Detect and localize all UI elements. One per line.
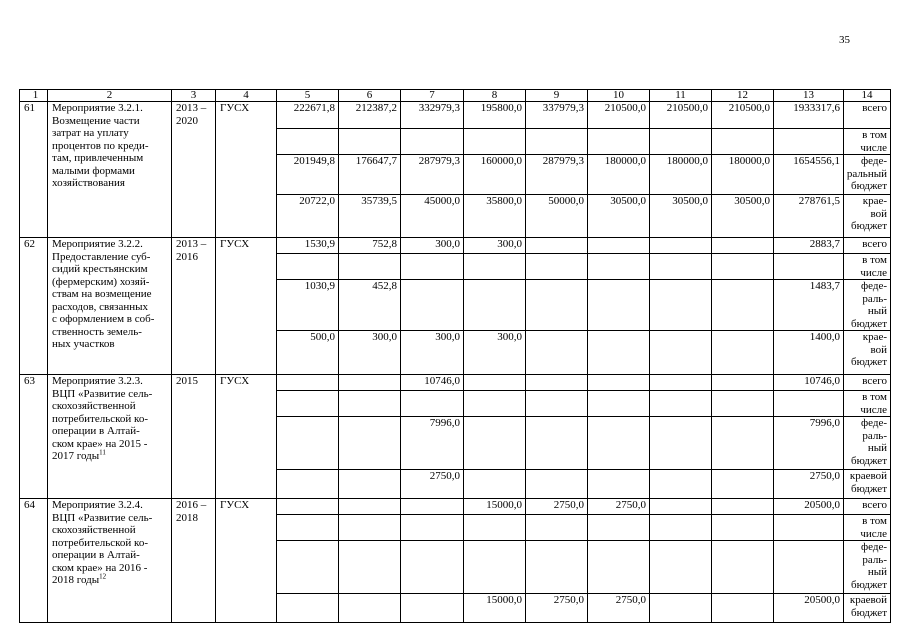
period-line: 2015 bbox=[176, 375, 198, 387]
funding-source-line: феде- bbox=[860, 155, 887, 167]
description-line: Предоставление суб- bbox=[52, 250, 151, 263]
amount-cell: 201949,8 bbox=[277, 155, 339, 195]
executor-cell: ГУСХ bbox=[216, 102, 277, 238]
row-number-cell: 63 bbox=[20, 375, 48, 499]
column-number-header: 14 bbox=[844, 90, 891, 102]
funding-source-line: крае- bbox=[862, 331, 887, 343]
amount-cell bbox=[526, 331, 588, 375]
amount-cell bbox=[464, 417, 526, 470]
amount-cell bbox=[526, 515, 588, 541]
activity-description-cell bbox=[48, 102, 172, 238]
description-line: операции в Алтай- bbox=[52, 425, 140, 437]
amount-cell: 752,8 bbox=[339, 238, 401, 254]
amount-cell: 1030,9 bbox=[277, 280, 339, 331]
description-line: 2017 годы bbox=[52, 450, 100, 462]
amount-cell: 180000,0 bbox=[588, 155, 650, 195]
period-cell bbox=[172, 375, 216, 499]
funding-source-line: раль- bbox=[862, 429, 887, 442]
description-line: затрат на уплату bbox=[52, 127, 129, 139]
description-line: Мероприятие 3.2.4. bbox=[52, 499, 143, 511]
amount-cell: 7996,0 bbox=[774, 417, 844, 470]
amount-cell: 10746,0 bbox=[774, 375, 844, 391]
page-number: 35 bbox=[839, 34, 850, 46]
funding-source-line: краевой bbox=[849, 470, 887, 482]
description-line: Мероприятие 3.2.2. bbox=[52, 238, 143, 250]
amount-cell bbox=[526, 470, 588, 499]
amount-cell bbox=[401, 541, 464, 594]
amount-cell: 15000,0 bbox=[464, 594, 526, 623]
amount-cell bbox=[650, 417, 712, 470]
funding-source-cell bbox=[844, 195, 891, 238]
funding-source-line: вой bbox=[870, 207, 887, 220]
amount-cell bbox=[464, 541, 526, 594]
description-line: Мероприятие 3.2.1. bbox=[52, 102, 143, 114]
funding-source-line: раль- bbox=[862, 553, 887, 566]
amount-cell: 2750,0 bbox=[526, 594, 588, 623]
amount-cell: 1530,9 bbox=[277, 238, 339, 254]
description-line: Возмещение части bbox=[52, 114, 140, 127]
amount-cell bbox=[526, 391, 588, 417]
executor-cell: ГУСХ bbox=[216, 375, 277, 499]
amount-cell bbox=[712, 541, 774, 594]
description-line: малыми формами bbox=[52, 164, 135, 177]
description-line: ском крае» на 2016 - bbox=[52, 561, 148, 574]
funding-source-line: бюджет bbox=[851, 317, 887, 330]
amount-cell bbox=[401, 129, 464, 155]
funding-source-line: всего bbox=[862, 102, 887, 114]
funding-source-cell bbox=[844, 129, 891, 155]
amount-cell: 180000,0 bbox=[650, 155, 712, 195]
funding-source-line: бюджет bbox=[851, 180, 887, 192]
activity-description-cell bbox=[48, 499, 172, 623]
column-number-header: 9 bbox=[526, 90, 588, 102]
amount-cell bbox=[277, 499, 339, 515]
amount-cell bbox=[526, 129, 588, 155]
column-number-header: 8 bbox=[464, 90, 526, 102]
amount-cell: 210500,0 bbox=[588, 102, 650, 129]
amount-cell bbox=[774, 129, 844, 155]
amount-cell: 10746,0 bbox=[401, 375, 464, 391]
amount-cell bbox=[277, 594, 339, 623]
amount-cell bbox=[339, 417, 401, 470]
row-number-cell: 62 bbox=[20, 238, 48, 375]
amount-cell bbox=[588, 417, 650, 470]
column-number-header: 2 bbox=[48, 90, 172, 102]
amount-cell: 15000,0 bbox=[464, 499, 526, 515]
funding-source-line: числе bbox=[860, 403, 887, 416]
amount-cell: 1400,0 bbox=[774, 331, 844, 375]
description-line: ствам на возмещение bbox=[52, 288, 152, 300]
period-line: 2013 – bbox=[176, 238, 207, 250]
amount-cell bbox=[650, 254, 712, 280]
description-line: скохозяйственной bbox=[52, 400, 136, 412]
amount-cell bbox=[526, 417, 588, 470]
amount-cell bbox=[526, 280, 588, 331]
amount-cell bbox=[650, 375, 712, 391]
table-row bbox=[20, 102, 891, 129]
amount-cell bbox=[464, 375, 526, 391]
description-line: процентов по креди- bbox=[52, 139, 149, 152]
amount-cell bbox=[401, 515, 464, 541]
budget-table bbox=[19, 89, 891, 623]
amount-cell bbox=[339, 129, 401, 155]
funding-source-line: краевой bbox=[849, 594, 887, 606]
amount-cell bbox=[277, 470, 339, 499]
funding-source-line: феде- bbox=[860, 417, 887, 429]
row-number-cell: 61 bbox=[20, 102, 48, 238]
period-line: 2020 bbox=[176, 114, 198, 127]
amount-cell bbox=[650, 129, 712, 155]
amount-cell: 212387,2 bbox=[339, 102, 401, 129]
amount-cell bbox=[526, 238, 588, 254]
period-line: 2018 bbox=[176, 511, 198, 524]
amount-cell bbox=[712, 238, 774, 254]
amount-cell: 300,0 bbox=[339, 331, 401, 375]
description-line: 2018 годы bbox=[52, 574, 100, 586]
description-line: ВЦП «Развитие сель- bbox=[52, 387, 153, 400]
amount-cell bbox=[650, 391, 712, 417]
funding-source-line: в том bbox=[862, 129, 887, 141]
amount-cell bbox=[464, 254, 526, 280]
funding-source-line: числе bbox=[860, 141, 887, 154]
amount-cell: 180000,0 bbox=[712, 155, 774, 195]
amount-cell bbox=[277, 129, 339, 155]
amount-cell bbox=[277, 391, 339, 417]
amount-cell: 500,0 bbox=[277, 331, 339, 375]
description-line: ных участков bbox=[52, 338, 115, 350]
amount-cell: 20500,0 bbox=[774, 594, 844, 623]
column-number-header: 11 bbox=[650, 90, 712, 102]
description-line: хозяйствования bbox=[52, 177, 125, 189]
amount-cell bbox=[712, 280, 774, 331]
column-number-header: 7 bbox=[401, 90, 464, 102]
amount-cell bbox=[774, 391, 844, 417]
description-line: скохозяйственной bbox=[52, 524, 136, 536]
amount-cell bbox=[588, 331, 650, 375]
amount-cell bbox=[401, 499, 464, 515]
amount-cell: 332979,3 bbox=[401, 102, 464, 129]
amount-cell bbox=[277, 515, 339, 541]
amount-cell: 210500,0 bbox=[712, 102, 774, 129]
amount-cell: 222671,8 bbox=[277, 102, 339, 129]
amount-cell bbox=[526, 541, 588, 594]
footnote-marker: 11 bbox=[99, 448, 106, 457]
funding-source-cell bbox=[844, 331, 891, 375]
amount-cell bbox=[277, 375, 339, 391]
description-line: расходов, связанных bbox=[52, 300, 149, 313]
amount-cell bbox=[526, 375, 588, 391]
amount-cell: 2750,0 bbox=[774, 470, 844, 499]
row-number-cell: 64 bbox=[20, 499, 48, 623]
funding-source-line: крае- bbox=[862, 195, 887, 207]
funding-source-line: бюджет bbox=[851, 220, 887, 232]
description-line: там, привлеченным bbox=[52, 152, 144, 164]
amount-cell: 337979,3 bbox=[526, 102, 588, 129]
amount-cell bbox=[401, 391, 464, 417]
period-cell bbox=[172, 238, 216, 375]
amount-cell: 300,0 bbox=[401, 238, 464, 254]
amount-cell: 35739,5 bbox=[339, 195, 401, 238]
funding-source-line: в том bbox=[862, 254, 887, 266]
amount-cell bbox=[588, 375, 650, 391]
amount-cell: 287979,3 bbox=[526, 155, 588, 195]
funding-source-cell bbox=[844, 102, 891, 129]
amount-cell bbox=[712, 129, 774, 155]
funding-source-line: в том bbox=[862, 391, 887, 403]
funding-source-line: вой bbox=[870, 343, 887, 356]
description-line: ственность земель- bbox=[52, 325, 142, 338]
amount-cell: 2750,0 bbox=[526, 499, 588, 515]
amount-cell: 1933317,6 bbox=[774, 102, 844, 129]
amount-cell: 210500,0 bbox=[650, 102, 712, 129]
amount-cell bbox=[339, 254, 401, 280]
amount-cell bbox=[277, 541, 339, 594]
amount-cell bbox=[464, 391, 526, 417]
funding-source-line: ный bbox=[867, 305, 887, 317]
funding-source-line: ный bbox=[867, 442, 887, 454]
amount-cell: 287979,3 bbox=[401, 155, 464, 195]
amount-cell bbox=[774, 541, 844, 594]
funding-source-line: числе bbox=[860, 266, 887, 279]
period-line: 2016 – bbox=[176, 499, 207, 511]
description-line: Мероприятие 3.2.3. bbox=[52, 375, 143, 387]
activity-description-cell bbox=[48, 238, 172, 375]
funding-source-cell bbox=[844, 238, 891, 254]
funding-source-line: бюджет bbox=[851, 482, 887, 495]
funding-source-cell bbox=[844, 391, 891, 417]
amount-cell bbox=[712, 375, 774, 391]
amount-cell bbox=[401, 594, 464, 623]
funding-source-cell bbox=[844, 254, 891, 280]
amount-cell bbox=[650, 470, 712, 499]
funding-source-cell bbox=[844, 541, 891, 594]
amount-cell bbox=[712, 391, 774, 417]
amount-cell: 50000,0 bbox=[526, 195, 588, 238]
funding-source-line: бюджет bbox=[851, 578, 887, 591]
column-number-header: 13 bbox=[774, 90, 844, 102]
amount-cell bbox=[464, 470, 526, 499]
amount-cell bbox=[339, 541, 401, 594]
table-header-row bbox=[20, 90, 891, 102]
amount-cell: 300,0 bbox=[464, 238, 526, 254]
amount-cell bbox=[650, 515, 712, 541]
column-number-header: 4 bbox=[216, 90, 277, 102]
activity-description-cell bbox=[48, 375, 172, 499]
amount-cell: 300,0 bbox=[464, 331, 526, 375]
amount-cell: 30500,0 bbox=[588, 195, 650, 238]
amount-cell bbox=[588, 541, 650, 594]
column-number-header: 10 bbox=[588, 90, 650, 102]
amount-cell bbox=[712, 470, 774, 499]
period-line: 2013 – bbox=[176, 102, 207, 114]
period-cell bbox=[172, 102, 216, 238]
amount-cell bbox=[588, 470, 650, 499]
amount-cell bbox=[650, 541, 712, 594]
column-number-header: 6 bbox=[339, 90, 401, 102]
description-line: ВЦП «Развитие сель- bbox=[52, 511, 153, 524]
amount-cell: 7996,0 bbox=[401, 417, 464, 470]
amount-cell bbox=[650, 331, 712, 375]
amount-cell: 20722,0 bbox=[277, 195, 339, 238]
amount-cell bbox=[339, 375, 401, 391]
amount-cell: 195800,0 bbox=[464, 102, 526, 129]
amount-cell: 452,8 bbox=[339, 280, 401, 331]
funding-source-line: всего bbox=[862, 238, 887, 250]
description-line: (фермерским) хозяй- bbox=[52, 275, 150, 288]
column-number-header: 1 bbox=[20, 90, 48, 102]
table-row bbox=[20, 499, 891, 515]
funding-source-line: феде- bbox=[860, 541, 887, 553]
funding-source-line: всего bbox=[862, 375, 887, 387]
funding-source-line: всего bbox=[862, 499, 887, 511]
amount-cell: 20500,0 bbox=[774, 499, 844, 515]
amount-cell: 2883,7 bbox=[774, 238, 844, 254]
amount-cell bbox=[588, 254, 650, 280]
funding-source-cell bbox=[844, 515, 891, 541]
description-line: с оформлением в соб- bbox=[52, 313, 155, 325]
funding-source-cell bbox=[844, 594, 891, 623]
executor-cell: ГУСХ bbox=[216, 238, 277, 375]
amount-cell bbox=[712, 417, 774, 470]
table-row bbox=[20, 238, 891, 254]
amount-cell bbox=[588, 391, 650, 417]
funding-source-cell bbox=[844, 155, 891, 195]
column-number-header: 3 bbox=[172, 90, 216, 102]
funding-source-cell bbox=[844, 280, 891, 331]
funding-source-cell bbox=[844, 470, 891, 499]
executor-cell: ГУСХ bbox=[216, 499, 277, 623]
period-line: 2016 bbox=[176, 250, 198, 263]
amount-cell bbox=[464, 515, 526, 541]
funding-source-line: числе bbox=[860, 527, 887, 540]
funding-source-line: раль- bbox=[862, 292, 887, 305]
funding-source-cell bbox=[844, 417, 891, 470]
amount-cell bbox=[339, 470, 401, 499]
description-line: потребительской ко- bbox=[52, 536, 148, 549]
amount-cell bbox=[588, 129, 650, 155]
funding-source-line: феде- bbox=[860, 280, 887, 292]
funding-source-line: бюджет bbox=[851, 606, 887, 619]
funding-source-cell bbox=[844, 499, 891, 515]
description-line: потребительской ко- bbox=[52, 412, 148, 425]
funding-source-line: в том bbox=[862, 515, 887, 527]
funding-source-line: бюджет bbox=[851, 454, 887, 467]
amount-cell: 1483,7 bbox=[774, 280, 844, 331]
amount-cell bbox=[401, 254, 464, 280]
amount-cell bbox=[401, 280, 464, 331]
amount-cell: 30500,0 bbox=[712, 195, 774, 238]
funding-source-cell bbox=[844, 375, 891, 391]
amount-cell: 160000,0 bbox=[464, 155, 526, 195]
amount-cell bbox=[650, 238, 712, 254]
amount-cell: 2750,0 bbox=[588, 594, 650, 623]
amount-cell: 278761,5 bbox=[774, 195, 844, 238]
table-row bbox=[20, 375, 891, 391]
description-line: ском крае» на 2015 - bbox=[52, 437, 148, 450]
amount-cell: 176647,7 bbox=[339, 155, 401, 195]
period-cell bbox=[172, 499, 216, 623]
column-number-header: 12 bbox=[712, 90, 774, 102]
amount-cell bbox=[712, 594, 774, 623]
amount-cell bbox=[650, 594, 712, 623]
amount-cell bbox=[712, 254, 774, 280]
amount-cell: 2750,0 bbox=[401, 470, 464, 499]
amount-cell bbox=[588, 280, 650, 331]
amount-cell: 35800,0 bbox=[464, 195, 526, 238]
amount-cell bbox=[277, 254, 339, 280]
amount-cell bbox=[712, 331, 774, 375]
amount-cell: 1654556,1 bbox=[774, 155, 844, 195]
amount-cell bbox=[712, 515, 774, 541]
amount-cell bbox=[464, 129, 526, 155]
amount-cell: 45000,0 bbox=[401, 195, 464, 238]
amount-cell bbox=[774, 515, 844, 541]
amount-cell bbox=[464, 280, 526, 331]
amount-cell bbox=[339, 515, 401, 541]
footnote-marker: 12 bbox=[99, 572, 107, 581]
description-line: сидий крестьянским bbox=[52, 263, 148, 275]
funding-source-line: ный bbox=[867, 566, 887, 578]
amount-cell bbox=[588, 515, 650, 541]
amount-cell bbox=[712, 499, 774, 515]
amount-cell bbox=[339, 391, 401, 417]
amount-cell bbox=[650, 499, 712, 515]
amount-cell: 300,0 bbox=[401, 331, 464, 375]
amount-cell: 2750,0 bbox=[588, 499, 650, 515]
amount-cell bbox=[588, 238, 650, 254]
amount-cell bbox=[277, 417, 339, 470]
amount-cell bbox=[339, 594, 401, 623]
amount-cell: 30500,0 bbox=[650, 195, 712, 238]
column-number-header: 5 bbox=[277, 90, 339, 102]
description-line: операции в Алтай- bbox=[52, 549, 140, 561]
amount-cell bbox=[526, 254, 588, 280]
amount-cell bbox=[650, 280, 712, 331]
funding-source-line: ральный bbox=[846, 167, 887, 180]
funding-source-line: бюджет bbox=[851, 356, 887, 368]
amount-cell bbox=[339, 499, 401, 515]
amount-cell bbox=[774, 254, 844, 280]
